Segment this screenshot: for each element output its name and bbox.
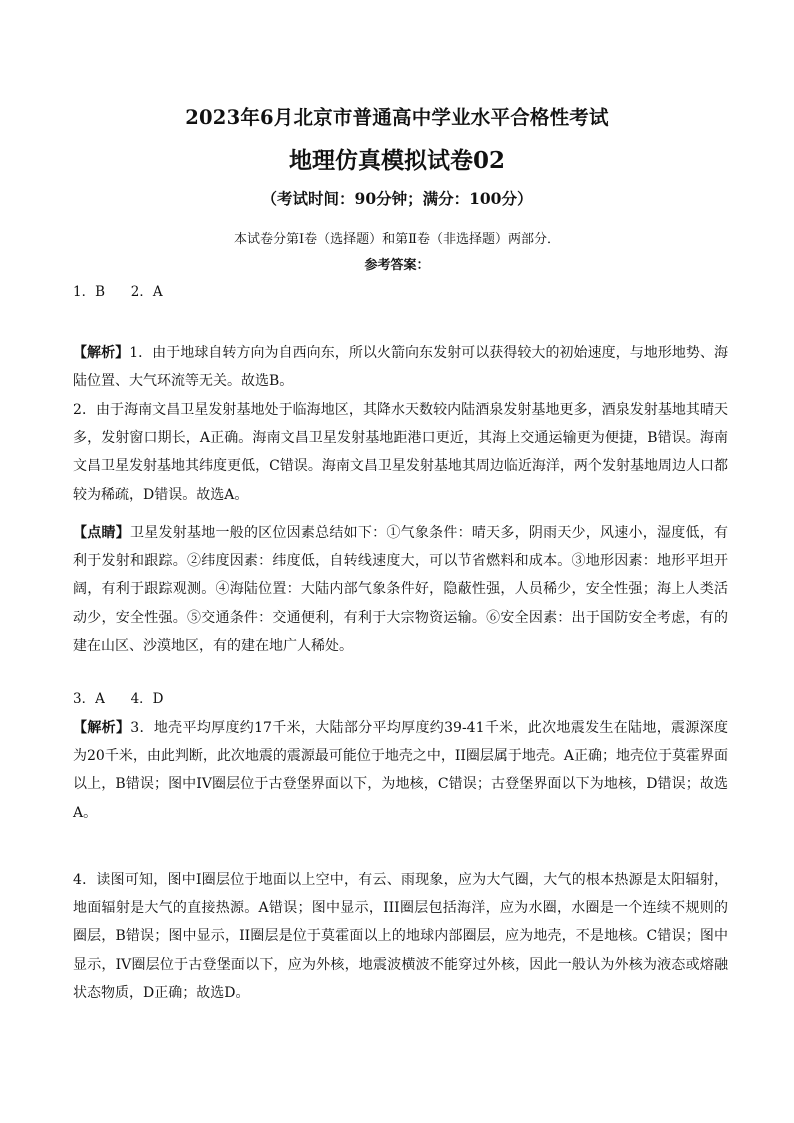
exam-title: 2023年6月北京市普通高中学业水平合格性考试 — [185, 106, 609, 129]
key-point-tag: 【点睛】 — [73, 525, 130, 541]
exam-intro: 本试卷分第Ⅰ卷（选择题）和第Ⅱ卷（非选择题）两部分． — [234, 232, 560, 247]
key-point-text: 卫星发射基地一般的区位因素总结如下：①气象条件：晴天多，阴雨天少，风速小，湿度低，有利于发射和跟踪。②纬度因素：纬度低，自转线速度大，可以节省燃料和成本。③地形因素：地形平坦开阔，有利于跟踪观测。④海陆位置：大陆内部气象条件好，隐蔽性强，人员稀少，安全性强；海上人类活动少，安全性强。⑤交通条件：交通便利，有利于大宗物资运输。⑥安全因素：出于国防安全考虑，有的建在山区、沙漠地区，有的建在地广人稀处。 — [73, 525, 729, 654]
analysis-q3 — [73, 714, 728, 827]
answer-line-3-4: 3．A 4．D — [73, 691, 164, 707]
analysis-q4: 4．读图可知，图中I圈层位于地面以上空中，有云、雨现象，应为大气圈，大气的根本热源是太阳辐射，地面辐射是大气的直接热源。A错误；图中显示，III圈层包括海洋，应为水圈，水圈是一个连续不规则的圈层，B错误；图中显示，II圈层是位于莫霍面以上的地球内部圈层，应为地壳，不是地核。C错误；图中显示，IV圈层位于古登堡面以下，应为外核，地震波横波不能穿过外核，因此一般认为外核为液态或熔融状态物质，D正确；故选D。 — [73, 872, 728, 1001]
analysis-tag: 【解析】 — [73, 345, 130, 361]
exam-time-score: （考试时间：90分钟；满分：100分） — [261, 189, 533, 208]
reference-answers-heading: 参考答案： — [364, 258, 430, 273]
exam-subtitle: 地理仿真模拟试卷02 — [288, 147, 505, 174]
analysis-q1-text: 1．由于地球自转方向为自西向东，所以火箭向东发射可以获得较大的初始速度，与地形地势、海陆位置、大气环流等无关。故选B。 — [73, 345, 729, 390]
analysis-tag: 【解析】 — [73, 720, 131, 736]
key-point — [73, 519, 728, 660]
answer-line-1-2: 1．B 2．A — [73, 284, 163, 300]
analysis-q2: 2．由于海南文昌卫星发射基地处于临海地区，其降水天数较内陆酒泉发射基地更多，酒泉发射基地其晴天多，发射窗口期长，A正确。海南文昌卫星发射基地距港口更近，其海上交通运输更为便捷，B错误。海南文昌卫星发射基地其纬度更低，C错误。海南文昌卫星发射基地其周边临近海洋，两个发射基地周边人口都较为稀疏，D错误。故选A。 — [73, 402, 728, 503]
analysis-q1 — [73, 339, 728, 395]
analysis-q3-text: 3．地壳平均厚度约17千米，大陆部分平均厚度约39-41千米，此次地震发生在陆地，震源深度为20千米，由此判断，此次地震的震源最可能位于地壳之中，II圈层属于地壳。A正确；地壳位于莫霍界面以上，B错误；图中IV圈层位于古登堡界面以下，为地核，C错误；古登堡界面以下为地核，D错误；故选A。 — [73, 720, 728, 821]
